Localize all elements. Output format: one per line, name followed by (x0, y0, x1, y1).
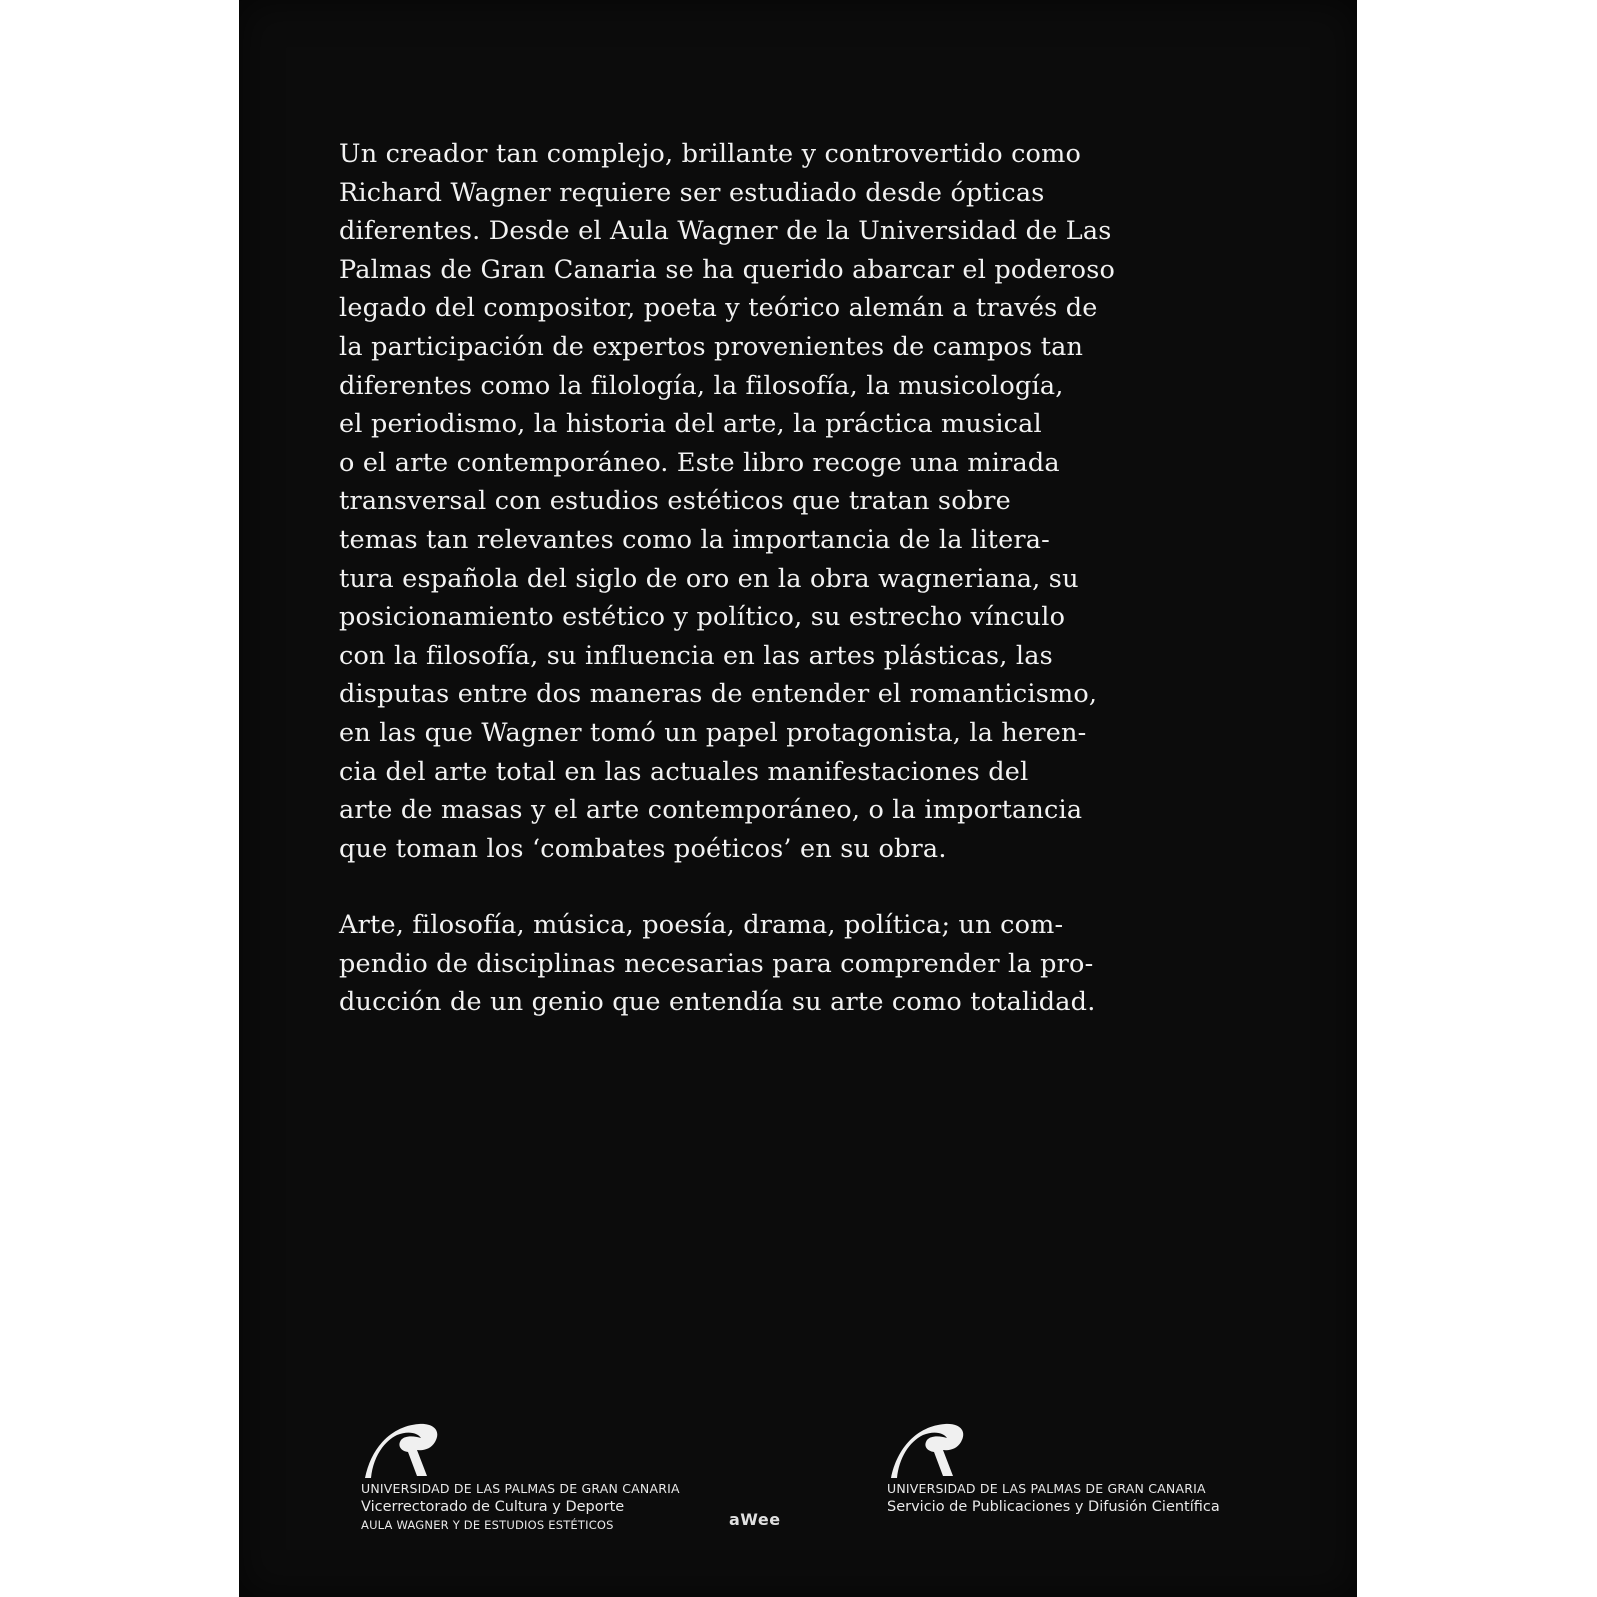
text-line: transversal con estudios estéticos que tratan sobre (339, 486, 1011, 517)
text-line: con la filosofía, su influencia en las artes plásticas, las (339, 640, 1053, 671)
text-line: Palmas de Gran Canaria se ha querido abarcar el poderoso (339, 254, 1116, 285)
unit-name: AULA WAGNER Y DE ESTUDIOS ESTÉTICOS (361, 1518, 614, 1532)
ulpgc-logo-icon (361, 1418, 441, 1480)
text-line: Un creador tan complejo, brillante y controvertido como (339, 139, 1082, 169)
text-line: disputas entre dos maneras de entender el romanticismo, (339, 679, 1098, 710)
text-line: temas tan relevantes como la importancia de la litera- (339, 524, 1050, 555)
department-name: Servicio de Publicaciones y Difusión Científica (887, 1499, 1220, 1515)
publisher-imprint: aWee (729, 1510, 781, 1529)
text-line: que toman los ‘combates poéticos’ en su obra. (339, 833, 947, 864)
logo-publicaciones (887, 1418, 1220, 1516)
text-line: o el arte contemporáneo. Este libro recoge una mirada (339, 447, 1060, 478)
text-line: posicionamiento estético y político, su estrecho vínculo (339, 602, 1066, 633)
text-line: arte de masas y el arte contemporáneo, o la importancia (339, 795, 1083, 826)
text-line: legado del compositor, poeta y teórico alemán a través de (339, 293, 1098, 324)
text-line: cia del arte total en las actuales manifestaciones del (339, 756, 1029, 787)
cover-description (339, 135, 1299, 1022)
text-line: el periodismo, la historia del arte, la práctica musical (339, 409, 1042, 440)
text-line: pendio de disciplinas necesarias para comprender la pro- (339, 948, 1094, 979)
paragraph-2 (339, 906, 1299, 1022)
department-name: Vicerrectorado de Cultura y Deporte (361, 1499, 625, 1515)
text-line: tura española del siglo de oro en la obra wagneriana, su (339, 563, 1079, 594)
text-line: en las que Wagner tomó un papel protagonista, la heren- (339, 717, 1087, 748)
paragraph-gap (339, 868, 1299, 906)
ulpgc-logo-icon (887, 1418, 967, 1480)
university-name: UNIVERSIDAD DE LAS PALMAS DE GRAN CANARIA (361, 1481, 680, 1496)
text-line: Richard Wagner requiere ser estudiado desde ópticas (339, 177, 1045, 208)
university-name: UNIVERSIDAD DE LAS PALMAS DE GRAN CANARIA (887, 1481, 1206, 1496)
text-line: ducción de un genio que entendía su arte como totalidad. (339, 987, 1096, 1018)
logo-aula-wagner (361, 1418, 680, 1534)
text-line: la participación de expertos provenientes de campos tan (339, 331, 1084, 362)
paragraph-1 (339, 135, 1299, 868)
book-back-cover (239, 0, 1357, 1597)
text-line: diferentes. Desde el Aula Wagner de la Universidad de Las (339, 216, 1112, 247)
text-line: diferentes como la filología, la filosofía, la musicología, (339, 370, 1064, 401)
text-line: Arte, filosofía, música, poesía, drama, política; un com- (339, 910, 1064, 941)
